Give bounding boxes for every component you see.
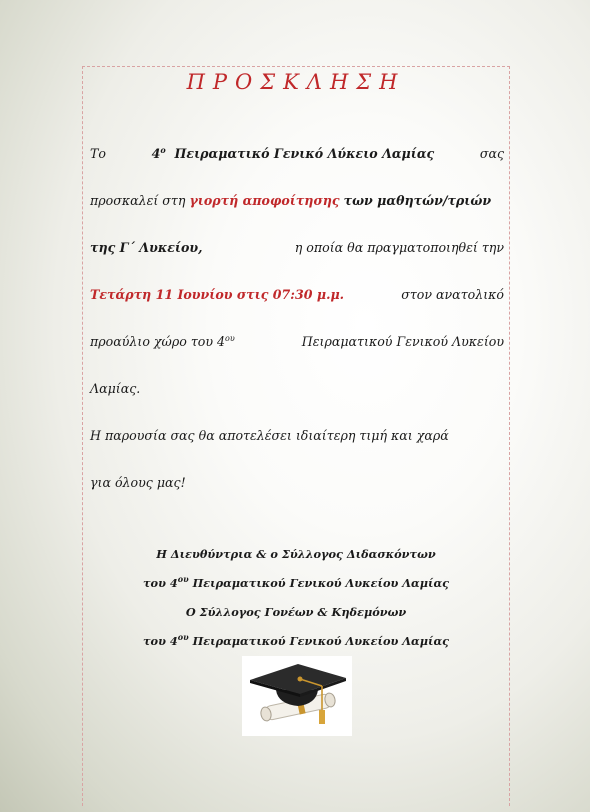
line-4-end: στον ανατολικό bbox=[401, 287, 504, 302]
event-name: γιορτή αποφοίτησης bbox=[189, 193, 340, 208]
signature-line-2-a: του 4 bbox=[142, 576, 178, 590]
signature-block bbox=[82, 540, 510, 656]
event-date: Τετάρτη 11 Ιουνίου στις 07:30 μ.μ. bbox=[90, 287, 345, 302]
school-name bbox=[152, 130, 435, 177]
signature-line-4-a: του 4 bbox=[142, 634, 178, 648]
signature-line-2-b: Πειραματικού Γενικού Λυκείου Λαμίας bbox=[192, 576, 450, 590]
line-5-end: Πειραματικού Γενικού Λυκείου bbox=[301, 334, 504, 349]
signature-line-4 bbox=[82, 627, 510, 656]
class-name: της Γ΄ Λυκείου, bbox=[90, 240, 203, 255]
page-title: ΠΡΟΣΚΛΗΣΗ bbox=[186, 70, 406, 94]
line-1-end: σας bbox=[479, 146, 504, 161]
school-number: 4 bbox=[151, 146, 161, 161]
invitation-text bbox=[90, 130, 504, 506]
line-5-suffix: ου bbox=[225, 333, 235, 343]
line-2-intro: προσκαλεί στη bbox=[90, 193, 186, 208]
school-number-suffix: ο bbox=[160, 144, 166, 155]
line-5-intro: προαύλιο χώρο του 4 bbox=[90, 334, 226, 349]
graduation-cap-icon bbox=[242, 656, 352, 736]
line-3-end: η οποία θα πραγματοποιηθεί την bbox=[294, 240, 504, 255]
students-text: των μαθητών/τριών bbox=[343, 193, 492, 208]
invitation-line-1 bbox=[90, 130, 504, 177]
invitation-line-5 bbox=[90, 318, 504, 365]
signature-line-3: Ο Σύλλογος Γονέων & Κηδεμόνων bbox=[185, 605, 407, 619]
school-name-text: Πειραματικό Γενικό Λύκειο Λαμίας bbox=[174, 146, 435, 161]
invitation-line-7: Η παρουσία σας θα αποτελέσει ιδιαίτερη τιμή και χαρά bbox=[90, 428, 449, 443]
graduation-cap-image bbox=[242, 656, 352, 736]
line-1-intro: Το bbox=[90, 146, 106, 161]
invitation-line-2 bbox=[90, 177, 504, 224]
signature-line-4-b: Πειραματικού Γενικού Λυκείου Λαμίας bbox=[192, 634, 450, 648]
invitation-line-6: Λαμίας. bbox=[90, 381, 141, 396]
signature-line-2-sup: ου bbox=[177, 574, 189, 585]
signature-line-4-sup: ου bbox=[177, 632, 189, 643]
invitation-line-4 bbox=[90, 271, 504, 318]
invitation-line-3 bbox=[90, 224, 504, 271]
signature-line-2 bbox=[82, 569, 510, 598]
invitation-line-8: για όλους μας! bbox=[90, 475, 186, 490]
signature-line-1: Η Διευθύντρια & ο Σύλλογος Διδασκόντων bbox=[156, 547, 436, 561]
